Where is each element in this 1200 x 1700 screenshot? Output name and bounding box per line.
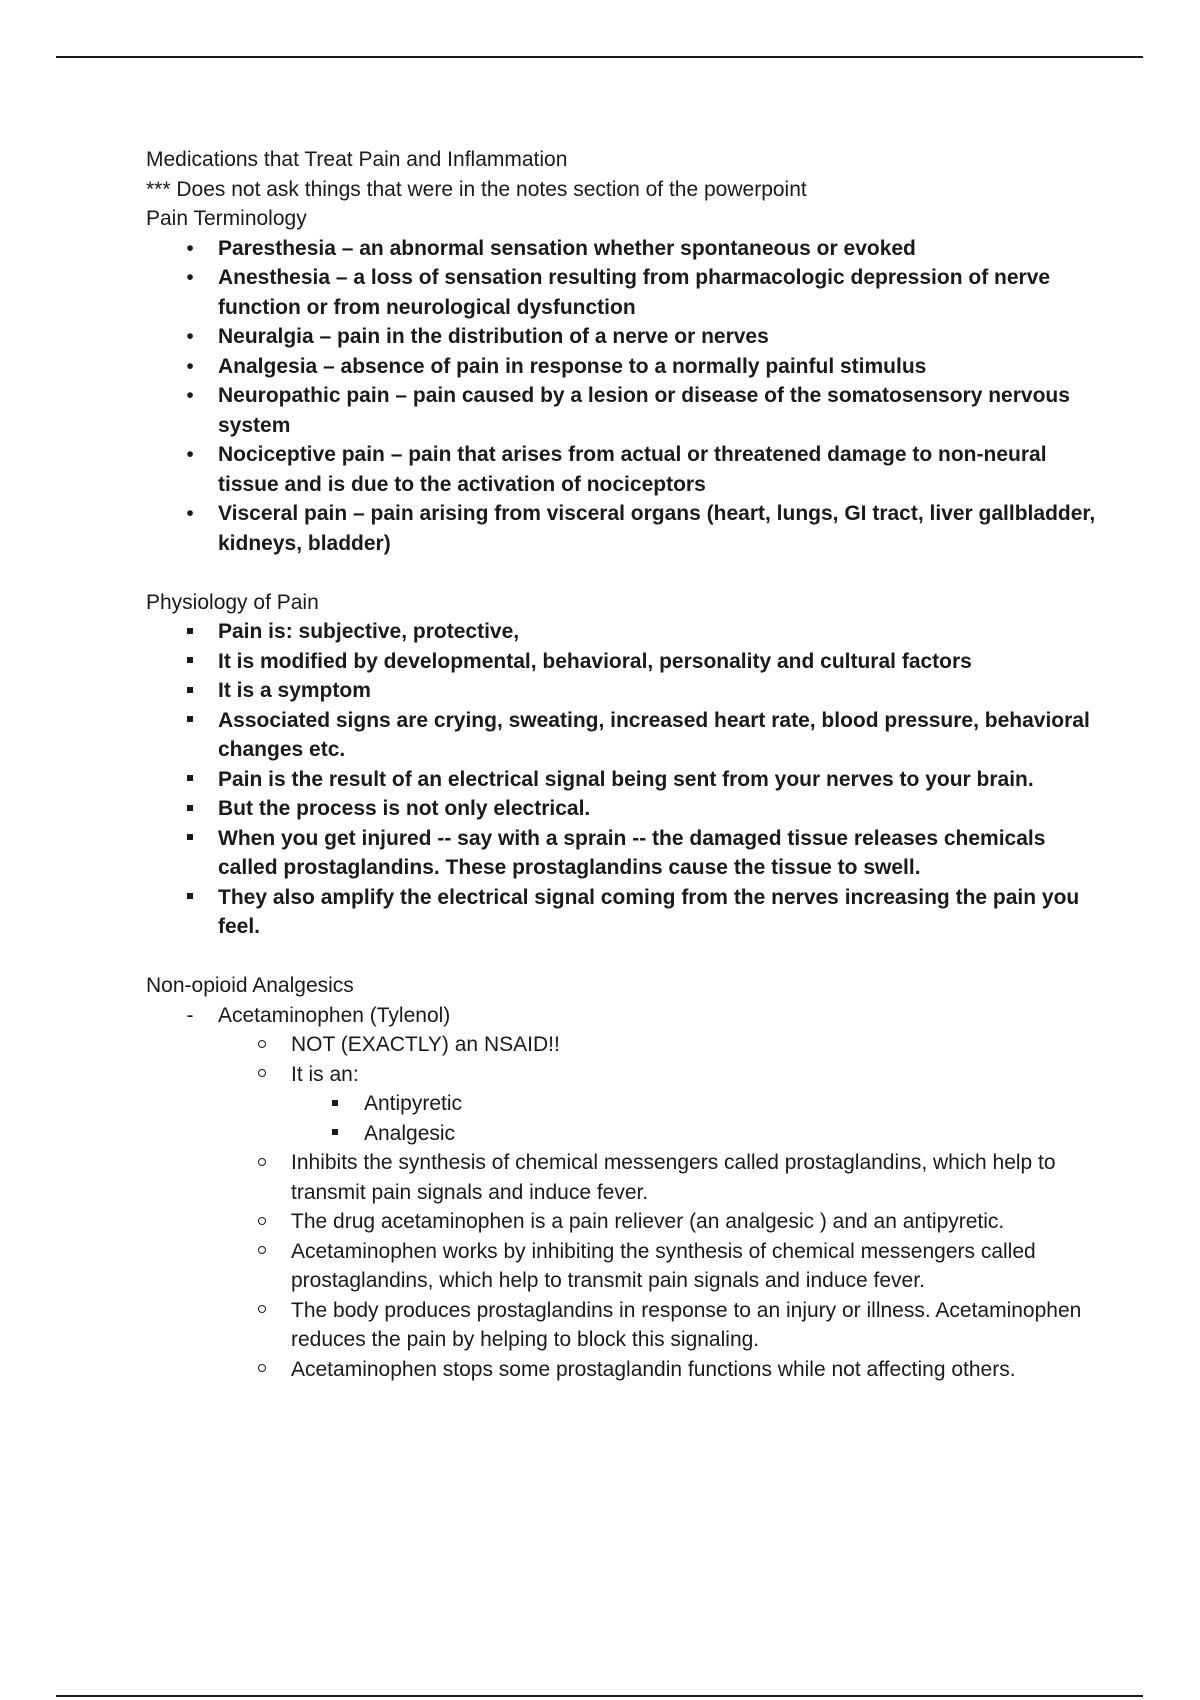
circle-bullet-icon <box>252 1207 272 1237</box>
list-item-text: Neuropathic pain – pain caused by a lesion or disease of the somatosensory nervous system <box>218 384 1070 437</box>
list-item <box>146 1237 1096 1296</box>
pain-terminology-list <box>146 234 1096 559</box>
list-item <box>146 499 1096 558</box>
list-item-text: NOT (EXACTLY) an NSAID!! <box>291 1033 560 1056</box>
square-bullet-icon <box>180 824 200 854</box>
list-item-text: Neuralgia – pain in the distribution of a nerve or nerves <box>218 325 769 348</box>
square-bullet-icon <box>180 617 200 647</box>
list-item-text: Acetaminophen stops some prostaglandin functions while not affecting others. <box>291 1357 1016 1381</box>
bullet-icon <box>180 263 200 293</box>
list-item-text: When you get injured -- say with a sprain -- the damaged tissue releases chemicals called prostaglandins. These prostaglandins cause the tissue to swell. <box>218 826 1046 879</box>
list-item <box>146 1355 1096 1385</box>
dash-bullet-icon <box>180 1001 200 1031</box>
list-item <box>146 440 1096 499</box>
list-item <box>146 234 1096 264</box>
square-bullet-icon <box>180 794 200 824</box>
drug-name: Acetaminophen (Tylenol) <box>218 1003 451 1027</box>
bullet-icon <box>180 440 200 470</box>
list-item <box>146 617 1096 647</box>
list-item <box>146 676 1096 706</box>
list-item <box>146 883 1096 942</box>
bullet-icon <box>180 352 200 382</box>
list-item-text: Anesthesia – a loss of sensation resulting from pharmacologic depression of nerve function or from neurological dysfunction <box>218 266 1051 319</box>
list-item-text: Paresthesia – an abnormal sensation whether spontaneous or evoked <box>218 236 916 260</box>
list-item <box>146 1089 1096 1119</box>
list-item <box>146 1148 1096 1207</box>
non-opioid-list <box>146 1001 1096 1031</box>
list-item-text: Pain is the result of an electrical signal being sent from your nerves to your brain. <box>218 767 1034 791</box>
acetaminophen-details <box>146 1148 1096 1384</box>
list-item-text: Acetaminophen works by inhibiting the synthesis of chemical messengers called prostaglandins, which help to transmit pain signals and induce fever. <box>291 1239 1036 1292</box>
list-item <box>146 1030 1096 1060</box>
list-item-text: Pain is: subjective, protective, <box>218 620 520 643</box>
list-item <box>146 706 1096 765</box>
list-item <box>146 1296 1096 1355</box>
list-item-text: Analgesia – absence of pain in response to a normally painful stimulus <box>218 354 927 378</box>
list-item <box>146 765 1096 795</box>
list-item <box>146 263 1096 322</box>
list-item-text: The body produces prostaglandins in response to an injury or illness. Acetaminophen reduces the pain by helping to block this signaling. <box>291 1298 1082 1351</box>
bullet-icon <box>180 381 200 411</box>
list-item <box>146 1207 1096 1237</box>
list-item <box>146 1060 1096 1090</box>
section-spacer <box>146 942 1096 972</box>
footer-rule <box>56 1695 1143 1697</box>
square-bullet-icon <box>180 883 200 913</box>
list-item-text: They also amplify the electrical signal coming from the nerves increasing the pain you feel. <box>218 885 1080 938</box>
list-item <box>146 647 1096 677</box>
bullet-icon <box>180 499 200 529</box>
circle-bullet-icon <box>252 1148 272 1178</box>
list-item-text: Nociceptive pain – pain that arises from actual or threatened damage to non-neural tissue and is due to the activation of nociceptors <box>218 443 1047 496</box>
list-item-text: It is modified by developmental, behavioral, personality and cultural factors <box>218 649 972 673</box>
list-item-text: Visceral pain – pain arising from visceral organs (heart, lungs, GI tract, liver gallbladder, kidneys, bladder) <box>218 502 1096 555</box>
list-item <box>146 322 1096 352</box>
list-item-text: Associated signs are crying, sweating, increased heart rate, blood pressure, behavioral changes etc. <box>218 708 1090 761</box>
header-rule <box>56 56 1143 58</box>
bullet-icon <box>180 322 200 352</box>
non-opioid-heading: Non-opioid Analgesics <box>146 974 354 997</box>
square-bullet-icon <box>180 765 200 795</box>
pain-terminology-heading: Pain Terminology <box>146 207 307 230</box>
physiology-list <box>146 617 1096 942</box>
document-note: *** Does not ask things that were in the notes section of the powerpoint <box>146 177 807 201</box>
section-spacer <box>146 558 1096 588</box>
square-bullet-icon <box>325 1119 345 1149</box>
list-item <box>146 824 1096 883</box>
square-bullet-icon <box>180 647 200 677</box>
list-item <box>146 352 1096 382</box>
physiology-heading: Physiology of Pain <box>146 590 319 614</box>
list-item-text: Antipyretic <box>364 1092 463 1115</box>
circle-bullet-icon <box>252 1060 272 1090</box>
list-item-text: Analgesic <box>364 1121 456 1145</box>
square-bullet-icon <box>180 676 200 706</box>
square-bullet-icon <box>180 706 200 736</box>
circle-bullet-icon <box>252 1030 272 1060</box>
acetaminophen-points <box>146 1030 1096 1089</box>
circle-bullet-icon <box>252 1355 272 1385</box>
list-item-text: It is a symptom <box>218 679 371 702</box>
square-bullet-icon <box>325 1089 345 1119</box>
list-item-text: Inhibits the synthesis of chemical messengers called prostaglandins, which help to transmit pain signals and induce fever. <box>291 1151 1056 1204</box>
document-body <box>146 145 1096 1384</box>
list-item-text: It is an: <box>291 1062 359 1086</box>
list-item <box>146 381 1096 440</box>
list-item <box>146 1001 1096 1031</box>
circle-bullet-icon <box>252 1296 272 1326</box>
acetaminophen-types <box>146 1089 1096 1148</box>
list-item <box>146 1119 1096 1149</box>
document-title: Medications that Treat Pain and Inflammation <box>146 148 568 171</box>
list-item <box>146 794 1096 824</box>
list-item-text: But the process is not only electrical. <box>218 797 591 820</box>
circle-bullet-icon <box>252 1237 272 1267</box>
list-item-text: The drug acetaminophen is a pain reliever (an analgesic ) and an antipyretic. <box>291 1210 1005 1233</box>
bullet-icon <box>180 234 200 264</box>
